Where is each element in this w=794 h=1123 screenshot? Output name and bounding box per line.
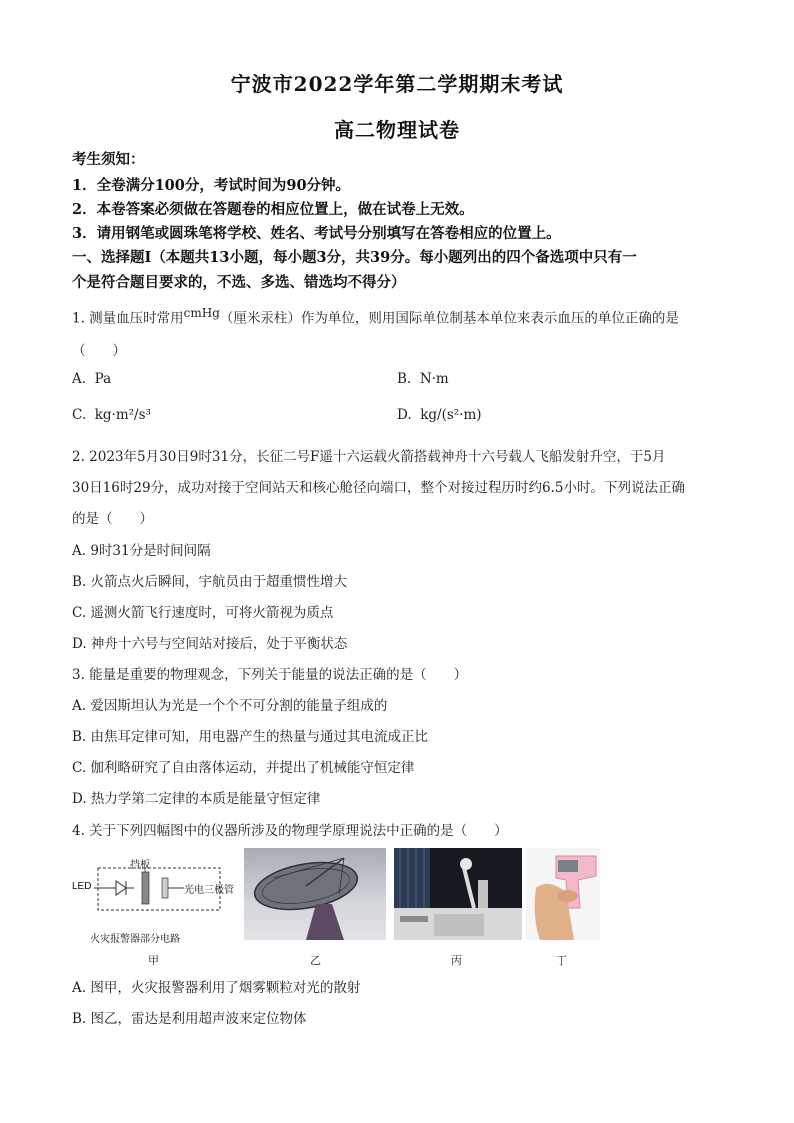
section1-heading-line1: 一、选择题Ⅰ（本题共13小题，每小题3分，共39分。每小题列出的四个备选项中只有一 — [72, 249, 637, 266]
q4-option-a: A. 图甲，火灾报警器利用了烟雾颗粒对光的散射 — [72, 980, 361, 996]
q2-option-a: A. 9时31分是时间间隔 — [72, 543, 211, 559]
q3-option-d: D. 热力学第二定律的本质是能量守恒定律 — [72, 791, 321, 807]
figure-label-bing: 丙 — [451, 954, 462, 967]
figure-label-jia: 甲 — [148, 954, 159, 967]
q2-option-c: C. 遥测火箭飞行速度时，可将火箭视为质点 — [72, 605, 334, 621]
figure-label-ding: 丁 — [556, 954, 567, 967]
notice-heading: 考生须知： — [72, 151, 145, 168]
figure-ding-thermometer-photo — [526, 848, 600, 940]
notice-item-2: 2．本卷答案必须做在答题卷的相应位置上，做在试卷上无效。 — [72, 201, 474, 218]
q1-option-b: B. N·m — [397, 371, 449, 387]
q3-stem: 3. 能量是重要的物理观念，下列关于能量的说法正确的是（ ） — [72, 667, 468, 683]
figure-jia-circuit — [72, 848, 240, 945]
exam-subtitle: 高二物理试卷 — [334, 118, 460, 142]
phototransistor-label: 光电三极管 — [184, 885, 234, 896]
q2-option-b: B. 火箭点火后瞬间，宇航员由于超重惯性增大 — [72, 574, 348, 590]
q4-stem: 4. 关于下列四幅图中的仪器所涉及的物理学原理说法中正确的是（ ） — [72, 823, 508, 839]
exam-title: 宁波市2022学年第二学期期末考试 — [230, 72, 564, 96]
figure-bing-space-station-photo — [394, 848, 522, 940]
q1-option-a: A. Pa — [72, 371, 112, 387]
board-label: 挡板 — [130, 860, 150, 871]
q2-stem-line2: 30日16时29分，成功对接于空间站天和核心舱径向端口，整个对接过程历时约6.5小时。下列说法正确 — [72, 480, 686, 496]
notice-item-1: 1．全卷满分100分，考试时间为90分钟。 — [72, 177, 351, 194]
notice-item-3: 3．请用钢笔或圆珠笔将学校、姓名、考试号分别填写在答卷相应的位置上。 — [72, 225, 561, 242]
q1-stem: 1. 测量血压时常用$^{cmHg}$（厘米汞柱）作为单位，则用国际单位制基本单位来表示血压的单位正确的是 — [72, 306, 679, 327]
q1-option-c: C. kg·m²/s³ — [72, 407, 151, 423]
q4-option-b: B. 图乙，雷达是利用超声波来定位物体 — [72, 1011, 307, 1027]
q2-stem-line1: 2. 2023年5月30日9时31分，长征二号F遥十六运载火箭搭载神舟十六号载人飞船发射升空，于5月 — [72, 449, 666, 465]
q3-option-c: C. 伽利略研究了自由落体运动，并提出了机械能守恒定律 — [72, 760, 415, 776]
section1-heading-line2: 个是符合题目要求的，不选、多选、错选均不得分） — [72, 274, 406, 291]
q2-stem-line3: 的是（ ） — [72, 511, 153, 527]
q2-option-d: D. 神舟十六号与空间站对接后，处于平衡状态 — [72, 636, 348, 652]
led-label: LED — [72, 881, 92, 892]
q3-option-a: A. 爱因斯坦认为光是一个个不可分割的能量子组成的 — [72, 698, 388, 714]
q1-option-d: D. kg/(s²·m) — [397, 407, 482, 423]
figure-label-yi: 乙 — [310, 954, 321, 967]
q1-blank: （ ） — [72, 343, 126, 359]
q3-option-b: B. 由焦耳定律可知，用电器产生的热量与通过其电流成正比 — [72, 729, 429, 745]
figure-jia-caption: 火灾报警器部分电路 — [90, 934, 180, 945]
q1-unit: cmHg — [183, 306, 220, 320]
figure-yi-radar-photo — [244, 848, 386, 940]
